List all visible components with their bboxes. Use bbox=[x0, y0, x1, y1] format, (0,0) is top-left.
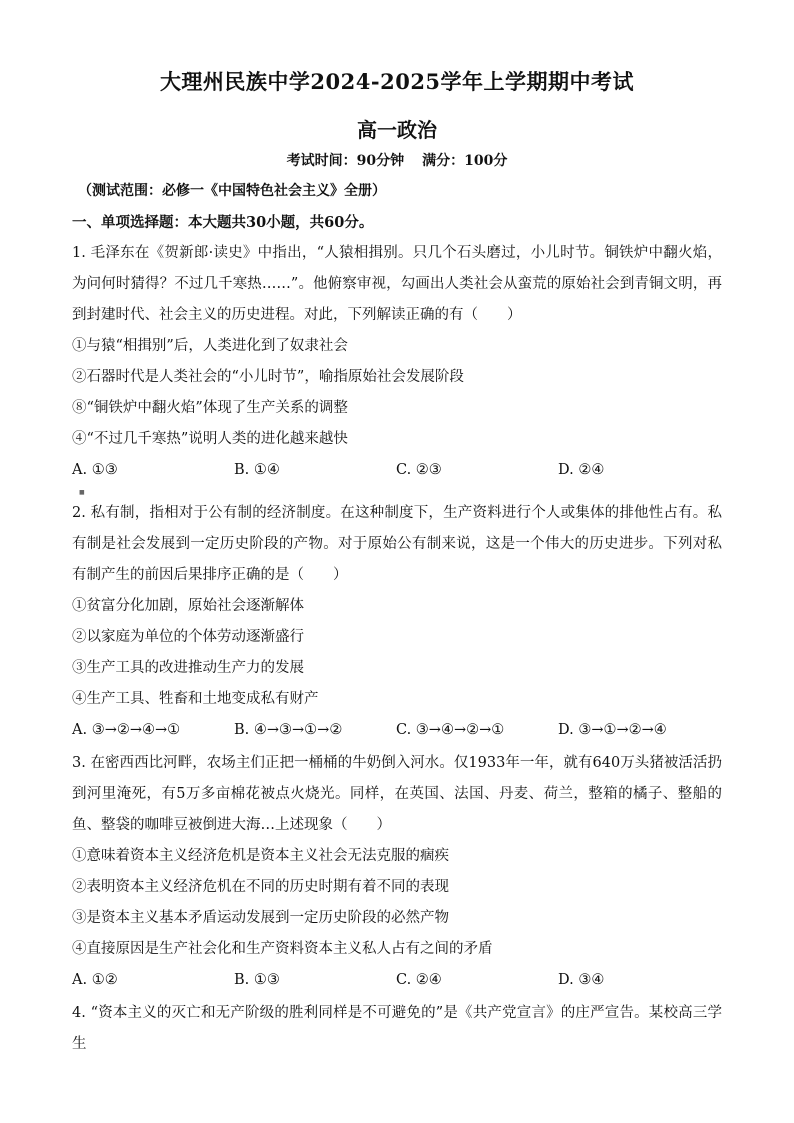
question-1 bbox=[72, 238, 722, 486]
statement-item: ①意味着资本主义经济危机是资本主义社会无法克服的痼疾 bbox=[72, 848, 449, 864]
statement-item: ②石器时代是人类社会的“小儿时节”，喻指原始社会发展阶段 bbox=[72, 369, 464, 385]
choice-d: D. ②④ bbox=[558, 462, 605, 478]
test-scope: （测试范围：必修一《中国特色社会主义》全册） bbox=[78, 183, 386, 199]
question-stem: 1. 毛泽东在《贺新郎·读史》中指出，“人猿相揖别。只几个石头磨过，小儿时节。铜铁炉中翻火焰，为问何时猜得？不过几千寒热……”。他俯察审视，勾画出人类社会从蛮荒的原始社会到青铜文明，再到封建时代、社会主义的历史进程。对此，下列解读正确的有（ ） bbox=[72, 245, 722, 323]
exam-score: 满分：100分 bbox=[422, 153, 508, 169]
exam-time: 考试时间：90分钟 bbox=[286, 153, 405, 169]
subject-title: 高一政治 bbox=[357, 118, 437, 142]
choice-c: C. ②④ bbox=[396, 972, 442, 988]
answer-choices bbox=[72, 965, 722, 996]
choice-d: D. ③→①→②→④ bbox=[558, 722, 667, 738]
question-3 bbox=[72, 748, 722, 996]
question-stem: 4. “资本主义的灭亡和无产阶级的胜利同样是不可避免的”是《共产党宣言》的庄严宣告。某校高三学生 bbox=[72, 1005, 722, 1052]
statement-item: ②以家庭为单位的个体劳动逐渐盛行 bbox=[72, 629, 304, 645]
question-stem: 3. 在密西西比河畔，农场主们正把一桶桶的牛奶倒入河水。仅1933年一年，就有640万头猪被活活扔到河里淹死，有5万多亩棉花被点火烧光。同样，在英国、法国、丹麦、荷兰，整箱的橘子、整船的鱼、整袋的咖啡豆被倒进大海…上述现象（ ） bbox=[72, 755, 722, 833]
statement-item: ①与猿“相揖别”后，人类进化到了奴隶社会 bbox=[72, 338, 348, 354]
choice-a: A. ①③ bbox=[72, 462, 118, 478]
exam-title: 大理州民族中学2024-2025学年上学期期中考试 bbox=[159, 69, 635, 94]
statement-item: ⑧“铜铁炉中翻火焰”体现了生产关系的调整 bbox=[72, 400, 348, 416]
choice-a: A. ③→②→④→① bbox=[72, 722, 181, 738]
question-4 bbox=[72, 998, 722, 1060]
question-stem: 2. 私有制，指相对于公有制的经济制度。在这种制度下，生产资料进行个人或集体的排他性占有。私有制是社会发展到一定历史阶段的产物。对于原始公有制来说，这是一个伟大的历史进步。下列对私有制产生的前因后果排序正确的是（ ） bbox=[72, 505, 722, 583]
stray-dot: ■ bbox=[79, 489, 85, 496]
statement-item: ③生产工具的改进推动生产力的发展 bbox=[72, 660, 304, 676]
question-2 bbox=[72, 498, 722, 746]
choice-c: C. ③→④→②→① bbox=[396, 722, 505, 738]
statement-item: ②表明资本主义经济危机在不同的历史时期有着不同的表现 bbox=[72, 879, 449, 895]
choice-b: B. ④→③→①→② bbox=[234, 722, 343, 738]
choice-c: C. ②③ bbox=[396, 462, 442, 478]
statement-item: ④生产工具、牲畜和土地变成私有财产 bbox=[72, 691, 319, 707]
statement-item: ④直接原因是生产社会化和生产资料资本主义私人占有之间的矛盾 bbox=[72, 941, 493, 957]
answer-choices bbox=[72, 715, 722, 746]
choice-b: B. ①③ bbox=[234, 972, 280, 988]
exam-meta bbox=[0, 150, 794, 170]
statement-item: ③是资本主义基本矛盾运动发展到一定历史阶段的必然产物 bbox=[72, 910, 449, 926]
statement-item: ④“不过几千寒热”说明人类的进化越来越快 bbox=[72, 431, 348, 447]
statement-item: ①贫富分化加剧，原始社会逐渐解体 bbox=[72, 598, 304, 614]
answer-choices bbox=[72, 455, 722, 486]
choice-d: D. ③④ bbox=[558, 972, 605, 988]
choice-a: A. ①② bbox=[72, 972, 118, 988]
choice-b: B. ①④ bbox=[234, 462, 280, 478]
section-heading: 一、单项选择题：本大题共30小题，共60分。 bbox=[72, 214, 374, 231]
